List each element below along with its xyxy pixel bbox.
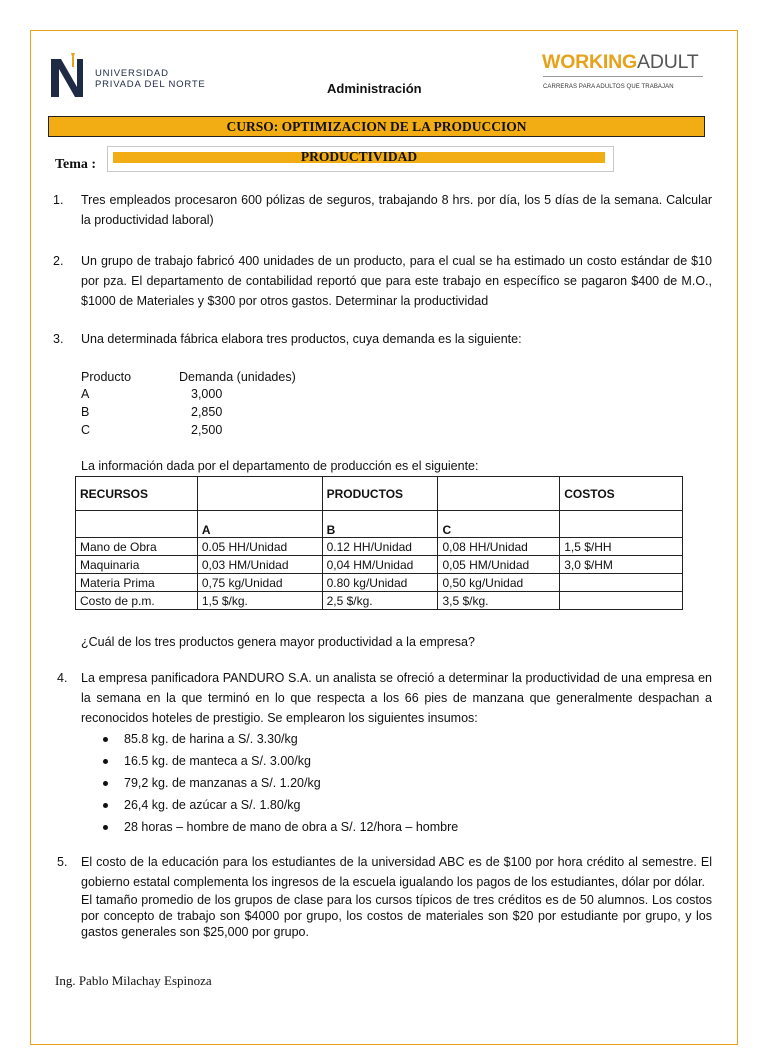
question-3: ¿Cuál de los tres productos genera mayor productividad a la empresa? — [81, 635, 475, 649]
university-name-line1: UNIVERSIDAD — [95, 68, 169, 79]
bullet-icon — [103, 781, 108, 786]
university-logo-icon — [49, 53, 87, 101]
list-item — [103, 754, 663, 776]
table-header-cell — [438, 477, 560, 511]
table-cell — [560, 592, 683, 610]
demand-header-product: Producto — [81, 370, 132, 384]
demand-product: B — [81, 405, 90, 419]
problem-4-number: 4. — [57, 671, 68, 685]
table-cell: 0,75 kg/Unidad — [197, 574, 322, 592]
table-row — [76, 592, 683, 610]
tema-value: PRODUCTIVIDAD — [300, 149, 418, 164]
brand-logo — [542, 51, 699, 74]
table-cell: 0,50 kg/Unidad — [438, 574, 560, 592]
footer-author: Ing. Pablo Milachay Espinoza — [55, 973, 212, 988]
problem-3-number: 3. — [53, 332, 64, 346]
table-subheader-cell: B — [322, 511, 438, 538]
problem-5-number: 5. — [57, 855, 68, 869]
table-subheader-cell — [76, 511, 198, 538]
input-text: 28 horas – hombre de mano de obra a S/. 12/hora – hombre — [124, 820, 459, 834]
table-subheader-row — [76, 511, 683, 538]
table-row — [76, 556, 683, 574]
table-cell: 0.80 kg/Unidad — [322, 574, 438, 592]
table-intro: La información dada por el departamento de producción es el siguiente: — [81, 459, 479, 473]
table-row — [76, 538, 683, 556]
bullet-icon — [103, 825, 108, 830]
table-subheader-cell: A — [197, 511, 322, 538]
table-cell: Costo de p.m. — [76, 592, 198, 610]
bullet-icon — [103, 759, 108, 764]
table-header-row — [76, 477, 683, 511]
table-cell — [560, 574, 683, 592]
table-cell: 3,0 $/HM — [560, 556, 683, 574]
bullet-icon — [103, 803, 108, 808]
table-cell: 0,03 HM/Unidad — [197, 556, 322, 574]
table-cell: 3,5 $/kg. — [438, 592, 560, 610]
brand-divider — [543, 76, 703, 77]
table-subheader-cell — [560, 511, 683, 538]
document-page — [30, 30, 738, 1045]
table-cell: 0.05 HH/Unidad — [197, 538, 322, 556]
table-cell: Mano de Obra — [76, 538, 198, 556]
problem-4-text: La empresa panificadora PANDURO S.A. un analista se ofreció a determinar la productividad de una empresa en la semana en la que terminó en lo que respecta a los 66 pies de manzana que generalmente despachan a reconocidos hoteles de prestigio. Se emplearon los siguientes insumos: — [81, 671, 712, 725]
table-header-cell: PRODUCTOS — [322, 477, 438, 511]
input-text: 79,2 kg. de manzanas a S/. 1.20/kg — [124, 776, 321, 790]
table-cell: 1,5 $/kg. — [197, 592, 322, 610]
problem-2-text: Un grupo de trabajo fabricó 400 unidades de un producto, para el cual se ha estimado un costo estándar de $10 por pza. El departamento de contabilidad reportó que para este trabajo en específico se pagaron $400 de M.O., $1000 de Materiales y $300 por otros gastos. Determinar la productividad — [81, 254, 712, 308]
brand-part2: ADULT — [637, 51, 699, 73]
demand-value: 2,850 — [191, 405, 223, 419]
table-header-cell: RECURSOS — [76, 477, 198, 511]
inputs-list — [103, 732, 663, 842]
problem-3-text: Una determinada fábrica elabora tres productos, cuya demanda es la siguiente: — [81, 332, 522, 346]
list-item — [103, 820, 663, 842]
demand-value: 3,000 — [191, 387, 223, 401]
problem-1-number: 1. — [53, 193, 64, 207]
demand-product: A — [81, 387, 90, 401]
table-cell: Materia Prima — [76, 574, 198, 592]
resources-table — [75, 476, 683, 610]
table-header-cell — [197, 477, 322, 511]
list-item — [103, 776, 663, 798]
bullet-icon — [103, 737, 108, 742]
table-cell: Maquinaria — [76, 556, 198, 574]
table-cell: 1,5 $/HH — [560, 538, 683, 556]
demand-header-demand: Demanda (unidades) — [179, 370, 296, 384]
input-text: 85.8 kg. de harina a S/. 3.30/kg — [124, 732, 298, 746]
table-cell: 0,04 HM/Unidad — [322, 556, 438, 574]
table-subheader-cell: C — [438, 511, 560, 538]
table-header-cell: COSTOS — [560, 477, 683, 511]
problem-1-text: Tres empleados procesaron 600 pólizas de seguros, trabajando 8 hrs. por día, los 5 días de la semana. Calcular la productividad laboral) — [81, 193, 712, 227]
input-text: 16.5 kg. de manteca a S/. 3.00/kg — [124, 754, 311, 768]
department-title: Administración — [327, 81, 422, 96]
table-cell: 0.12 HH/Unidad — [322, 538, 438, 556]
input-text: 26,4 kg. de azúcar a S/. 1.80/kg — [124, 798, 301, 812]
list-item — [103, 732, 663, 754]
brand-part1: WORKING — [542, 51, 638, 73]
problem-2-number: 2. — [53, 254, 64, 268]
university-name-line2: PRIVADA DEL NORTE — [95, 79, 206, 90]
brand-tagline: CARRERAS PARA ADULTOS QUE TRABAJAN — [543, 84, 674, 90]
table-cell: 2,5 $/kg. — [322, 592, 438, 610]
list-item — [103, 798, 663, 820]
course-title: CURSO: OPTIMIZACION DE LA PRODUCCION — [48, 116, 705, 137]
table-row — [76, 574, 683, 592]
demand-product: C — [81, 423, 91, 437]
tema-label: Tema : — [55, 157, 97, 172]
table-cell: 0,05 HM/Unidad — [438, 556, 560, 574]
problem-5-text-2: El tamaño promedio de los grupos de clase para los cursos típicos de tres créditos es de 50 alumnos. Los costos por concepto de trabajo son $4000 por grupo, los costos de materiales son $20 por estudiante por grupo, y los gastos generales son $25,000 por grupo. — [81, 893, 712, 939]
problem-5-text-1: El costo de la educación para los estudiantes de la universidad ABC es de $100 por hora crédito al semestre. El gobierno estatal complementa los ingresos de la escuela igualando los pagos de los estudiantes, dólar por dólar. — [81, 855, 712, 889]
table-cell: 0,08 HH/Unidad — [438, 538, 560, 556]
demand-value: 2,500 — [191, 423, 223, 437]
